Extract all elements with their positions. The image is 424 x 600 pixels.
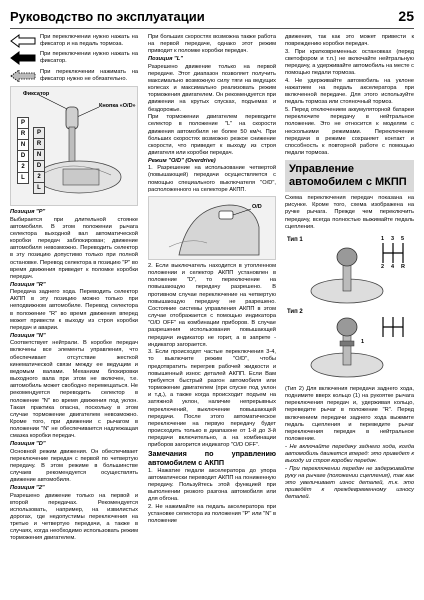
- pos-2-text: Разрешено движение только на первой и второй передачах. Рекомендуется использовать, например, на извилистых дорогах, где недопустимы переключения на третью и четвертую передачи, а также в случаях, когда необходимо использовать режим торможения двигателем.: [10, 492, 138, 542]
- gear-label-1: 1: [381, 235, 385, 242]
- pos-p-text: Выбирается при длительной стоянке автомобиля. В этом положении рычага селектора выходной вал автоматической коробки передач заблокирован; движение автомобиля невозможно. Переводить селектор в эту позицию допустимо только при полной остановке. Перевод селектора в позицию "P" во время движения приведет к поломке коробки передач.: [10, 216, 138, 280]
- gearshift-figure: [285, 233, 414, 383]
- pos-r-text: Передача заднего хода. Переводить селектор АКПП в эту позицию можно только при неподвижном автомобиле. Перевод селектора в положение "R" во время движения вперед может привести к выходу из строя коробки передач и аварии.: [10, 289, 138, 331]
- gear-label-r: R: [401, 263, 405, 270]
- page-number: 25: [398, 8, 414, 24]
- legend-item-1: [10, 34, 138, 48]
- pos-r-heading: Позиция "R": [10, 281, 46, 288]
- outline-arrow-icon: [10, 34, 36, 48]
- col3-item-5: 5. Перед отключением аккумуляторной батареи переключите передачу в нейтральное положение. Это не относится к моделям с несколькими режимами. Переключение передачи в режиме сохраняет контакт и способность к повторной работе с помощью педали тормоза.: [285, 107, 414, 156]
- od-text: 1. Разрешение на использование четвертой (повышающей) передачи осуществляется с помощью специального выключателя "O/D", расположенного на селекторе АКПП.: [148, 165, 276, 193]
- legend-text-3: При переключении нажимать на фиксатор нужно не обязательно.: [40, 68, 138, 82]
- fixator-label: Фиксатор: [23, 90, 50, 97]
- pos-d-text: Основной режим движения. Он обеспечивает переключение передач с первой по четвертую передачу. В этом режиме в большинстве случаев рекомендуется осуществлять движение автомобиля.: [10, 448, 138, 484]
- pos-l-text-2: При торможении двигателем переводите селектор в положение "L" на скорости движения автомобиля не более 50 км/ч. При больших скоростях возможно резкое снижение скорости, что приведет к выходу из строя двигателя или коробки передач.: [148, 114, 276, 156]
- gear-label-4: 4: [391, 263, 395, 270]
- pos-l-text: Разрешено движение только на первой передаче. Этот диапазон позволяет получить максимально возможную силу тяги на ведущих колесах и максимально реализовать режим торможения двигателем. Он рекомендуется при движении на крутых спусках, подъемах и бездорожье.: [148, 63, 276, 113]
- type-2-text: (Тип 2) Для включения передачи заднего хода, поднимите вверх кольцо (1) на рукоятке рычага переключения передач и, удерживая кольцо, переведите рычаг в положение "R". Перед включением передачи заднего хода выжмите педаль сцепления и переведите рычаг переключения передач в нейтральное положение.: [285, 385, 414, 443]
- gear-label-3: 3: [391, 235, 395, 242]
- page-header: [10, 6, 414, 29]
- gear-label-5: 5: [401, 235, 405, 242]
- remarks-item-2: 2. Не нажимайте на педаль акселератора при установке селектора из положения "P" или "N" в положение: [148, 503, 276, 525]
- page-title: Руководство по эксплуатации: [10, 9, 205, 24]
- pos-d-heading: Позиция "D": [10, 440, 46, 447]
- manual-section-text: Схема переключения передач показана на рисунке. Кроме того, схема изображена на ручке рычага. Прежде чем переключить передачу, всегда полностью выжимайте педаль сцепления.: [285, 195, 414, 230]
- selector-figure: [10, 86, 138, 206]
- pos-2-heading: Позиция "2": [10, 484, 45, 491]
- od-switch-label: O/D: [252, 203, 262, 210]
- legend-item-2: [10, 51, 138, 65]
- col3-item-3: 3. При кратковременных остановках (перед светофором и т.п.) не включайте нейтральную передачу, а удерживайте автомобиль на месте с помощью педали тормоза.: [285, 48, 414, 77]
- type-2-label: Тип 2: [287, 308, 303, 315]
- manual-section-heading: Управление автомобилем с МКПП: [285, 160, 414, 192]
- col2-intro: При больших скоростях возможна также работа на первой передаче, однако этот режим приводит к поломке коробки передач.: [148, 34, 276, 55]
- note-2: - При переключении передач не задерживайте руку на рычаге (положении сцепления), так как это увеличивает износ деталей, т.к. это приведёт к преждевременному износу деталей.: [285, 465, 414, 501]
- note-1: - Не включайте передачу заднего хода, когда автомобиль движется вперед: это приведет к выходу из строя коробки передач.: [285, 443, 414, 464]
- legend-text-1: При переключении нужно нажать на фиксатор и на педаль тормоза.: [40, 34, 138, 48]
- remarks-heading: Замечания по управлению автомобилем с АКПП: [148, 449, 276, 467]
- gear-label-2: 2: [381, 263, 385, 270]
- pos-p-heading: Позиция "P": [10, 208, 46, 215]
- filled-arrow-icon: [10, 51, 36, 65]
- od-item-3: 3. Если происходят частые переключения 3-4, то выключите режим "O/D", чтобы предотвратить перегрев рабочей жидкости и повышенный износ деталей АКПП. Если Вам требуется быстрый разгон автомобиля или торможение двигателем (при спуске под уклон и т.д.), а также когда происходит подъем на затяжной уклон, наличие непрерывных переключений, выключение повышающей передачи. После этого автоматическое переключение на первую передачу будет происходить только в диапазоне от 1-й до 3-й передачи включительно, а на комбинации приборов загорится индикатор "O/D OFF".: [148, 349, 276, 449]
- gate-pattern-right: P R N D 2 L: [33, 127, 45, 194]
- pos-n-text: Соответствует нейтрали. В коробке передач включены все элементы управления, что обеспечивает отсутствие жесткой кинематической связи между ее ведущим и ведомым валами. Механизм блокировки выходного вала при этом не включен, т.е. автомобиль может свободно перемещаться. Не рекомендуется переводить селектор в положение "N" во время движения под уклон. Такая практика опасна, поскольку в этом случае торможение двигателем невозможно. Кроме того, при движении с рычагом в положении "N" не обеспечивается надлежащая смазка коробки передач.: [10, 340, 138, 440]
- od-button-label: Кнопка «O/D»: [99, 102, 136, 109]
- od-switch-figure: [148, 196, 276, 260]
- gearshift-illustration: [285, 233, 414, 383]
- dotted-arrow-icon: [10, 69, 36, 83]
- pos-n-heading: Позиция "N": [10, 332, 46, 339]
- col3-intro: движения, так как это может привести к повреждению коробки передач.: [285, 34, 414, 48]
- gate-pattern-left: P R N D 2 L: [17, 117, 29, 184]
- column-1: [10, 34, 138, 543]
- od-heading: Режим "O/D" (Overdrive): [148, 157, 216, 164]
- column-2: [148, 34, 276, 526]
- pos-l-heading: Позиция "L": [148, 55, 183, 62]
- remarks-item-1: 1. Нажатие педали акселератора до упора автоматически переводит АКПП на пониженную передачу. Пользуйтесь этой функцией при выполнении резкого разгона автомобиля или для обгона.: [148, 467, 276, 503]
- legend-text-2: При переключении нужно нажать на фиксатор.: [40, 51, 138, 65]
- selector-lever-illustration: [11, 87, 139, 205]
- type-1-label: Тип 1: [287, 236, 303, 243]
- column-3: [285, 34, 414, 502]
- col3-item-4: 4. Не удерживайте автомобиль на уклоне нажатием на педаль акселератора при включенной передаче. Для этого используйте педаль тормоза или стояночный тормоз.: [285, 77, 414, 106]
- legend-item-3: [10, 69, 138, 83]
- ring-label: 1: [361, 338, 365, 345]
- od-item-2: 2. Если выключатель находится в утопленном положении и селектор АКПП установлен в положение "D", то переключение на повышающую передачу разрешено. В противном случае переключение на четвертую повышающую передачу не разрешено. Состояние системы управления АКПП в этом случае отображается с помощью индикатора "O/D OFF" на комбинации приборов. В случае разрешения использования повышающей передачи индикатор не горит, а в запрете - индикатор загорается.: [148, 262, 276, 348]
